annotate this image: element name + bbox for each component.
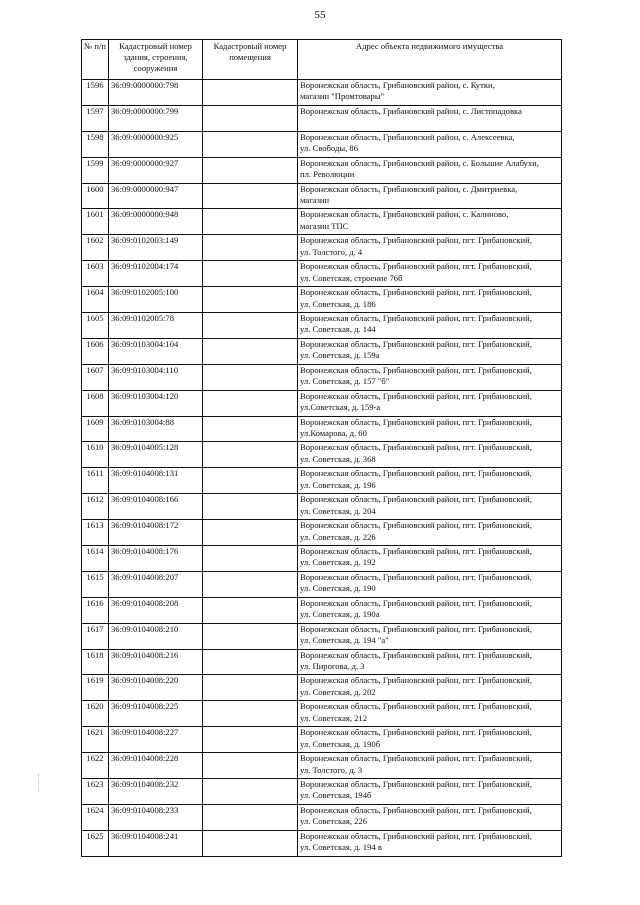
- address-line-1: Воронежская область, Грибановский район, с. Дмитриевка,: [300, 183, 518, 194]
- building-cadastral-number: 36:09:0102004:174: [109, 261, 203, 287]
- row-number: 1618: [82, 649, 109, 675]
- row-number: 1613: [82, 520, 109, 546]
- room-cadastral-number: [203, 779, 298, 805]
- table-row: [82, 338, 562, 364]
- building-cadastral-number: 36:09:0104008:210: [109, 623, 203, 649]
- building-cadastral-number: 36:09:0103004:110: [109, 364, 203, 390]
- address-line-2: ул. Свободы, 86: [300, 143, 358, 154]
- building-cadastral-number: 36:09:0103004:88: [109, 416, 203, 442]
- building-cadastral-number: 36:09:0000000:925: [109, 131, 203, 157]
- address-line-2: ул. Советская, д. 226: [300, 531, 376, 542]
- address-line-1: Воронежская область, Грибановский район, пгт. Грибановский,: [300, 779, 532, 790]
- property-address: [298, 313, 562, 339]
- address-line-1: Воронежская область, Грибановский район, пгт. Грибановский,: [300, 727, 532, 738]
- building-cadastral-number: 36:09:0104008:166: [109, 494, 203, 520]
- room-cadastral-number: [203, 157, 298, 183]
- property-address: [298, 546, 562, 572]
- address-line-1: Воронежская область, Грибановский район, пгт. Грибановский,: [300, 546, 532, 557]
- property-address: [298, 338, 562, 364]
- table-row: [82, 442, 562, 468]
- table-row: [82, 157, 562, 183]
- address-line-1: Воронежская область, Грибановский район, пгт. Грибановский,: [300, 313, 532, 324]
- row-number: 1615: [82, 571, 109, 597]
- table-row: [82, 287, 562, 313]
- address-line-1: Воронежская область, Грибановский район, пгт. Грибановский,: [300, 390, 532, 401]
- row-number: 1600: [82, 183, 109, 209]
- table-row: [82, 468, 562, 494]
- address-line-1: Воронежская область, Грибановский район, с. Калиново,: [300, 209, 509, 220]
- room-cadastral-number: [203, 131, 298, 157]
- property-address: [298, 804, 562, 830]
- address-line-2: ул. Пирогова, д. 3: [300, 661, 365, 671]
- room-cadastral-number: [203, 571, 298, 597]
- row-number: 1619: [82, 675, 109, 701]
- row-number: 1604: [82, 287, 109, 313]
- row-number: 1622: [82, 753, 109, 779]
- address-line-2: ул. Советская, д. 192: [300, 557, 376, 568]
- building-cadastral-number: 36:09:0104008:208: [109, 597, 203, 623]
- table-row: [82, 235, 562, 261]
- room-cadastral-number: [203, 338, 298, 364]
- room-cadastral-number: [203, 468, 298, 494]
- property-registry-table: [81, 39, 562, 857]
- room-cadastral-number: [203, 623, 298, 649]
- row-number: 1621: [82, 727, 109, 753]
- address-line-1: Воронежская область, Грибановский район, пгт. Грибановский,: [300, 623, 532, 634]
- room-cadastral-number: [203, 830, 298, 856]
- row-number: 1603: [82, 261, 109, 287]
- address-line-2: ул. Толстого, д. 3: [300, 764, 363, 775]
- table-row: [82, 209, 562, 235]
- room-cadastral-number: [203, 235, 298, 261]
- room-cadastral-number: [203, 675, 298, 701]
- table-row: [82, 779, 562, 805]
- table-row: [82, 105, 562, 131]
- row-number: 1601: [82, 209, 109, 235]
- room-cadastral-number: [203, 209, 298, 235]
- address-line-2: ул. Советская, д. 202: [300, 686, 376, 697]
- address-line-2: ул. Советская, 194б: [300, 790, 372, 801]
- address-line-2: ул. Советская, д. 196: [300, 479, 376, 490]
- property-address: [298, 753, 562, 779]
- property-address: [298, 442, 562, 468]
- building-cadastral-number: 36:09:0102003:149: [109, 235, 203, 261]
- address-line-1: Воронежская область, Грибановский район, пгт. Грибановский,: [300, 804, 532, 815]
- room-cadastral-number: [203, 804, 298, 830]
- property-address: [298, 364, 562, 390]
- building-cadastral-number: 36:09:0104008:227: [109, 727, 203, 753]
- room-cadastral-number: [203, 390, 298, 416]
- address-line-2: ул. Советская, д. 190б: [300, 738, 381, 749]
- table-row: [82, 261, 562, 287]
- property-address: [298, 390, 562, 416]
- table-body: [82, 80, 562, 857]
- room-cadastral-number: [203, 520, 298, 546]
- property-address: [298, 209, 562, 235]
- building-cadastral-number: 36:09:0104008:207: [109, 571, 203, 597]
- room-cadastral-number: [203, 313, 298, 339]
- row-number: 1620: [82, 701, 109, 727]
- row-number: 1614: [82, 546, 109, 572]
- page-number: 55: [314, 9, 326, 21]
- property-address: [298, 261, 562, 287]
- address-line-1: Воронежская область, Грибановский район, пгт. Грибановский,: [300, 830, 532, 841]
- building-cadastral-number: 36:09:0000000:948: [109, 209, 203, 235]
- table-row: [82, 416, 562, 442]
- address-line-1: Воронежская область, Грибановский район, пгт. Грибановский,: [300, 753, 532, 764]
- building-cadastral-number: 36:09:0104005:128: [109, 442, 203, 468]
- row-number: 1617: [82, 623, 109, 649]
- address-line-2: ул. Советская, д. 194 в: [300, 842, 382, 853]
- property-address: [298, 287, 562, 313]
- room-cadastral-number: [203, 753, 298, 779]
- property-address: [298, 727, 562, 753]
- table-header-row: [82, 40, 562, 80]
- address-line-2: ул. Советская, д. 157 "б": [300, 376, 390, 387]
- address-line-2: ул. Советская, д. 204: [300, 505, 376, 516]
- address-line-2: ул. Толстого, д. 4: [300, 246, 363, 257]
- table-row: [82, 546, 562, 572]
- property-address: [298, 649, 562, 675]
- address-line-2: ул. Советская, д. 186: [300, 298, 376, 309]
- table-row: [82, 183, 562, 209]
- row-number: 1616: [82, 597, 109, 623]
- row-number: 1607: [82, 364, 109, 390]
- address-line-1: Воронежская область, Грибановский район, с. Кутки,: [300, 80, 495, 90]
- property-address: [298, 235, 562, 261]
- room-cadastral-number: [203, 701, 298, 727]
- address-line-1: Воронежская область, Грибановский район, с. Большие Алабухи,: [300, 157, 539, 168]
- building-cadastral-number: 36:09:0104008:241: [109, 830, 203, 856]
- property-address: [298, 468, 562, 494]
- building-cadastral-number: 36:09:0104008:172: [109, 520, 203, 546]
- property-address: [298, 157, 562, 183]
- address-line-1: Воронежская область, Грибановский район, пгт. Грибановский,: [300, 649, 532, 660]
- row-number: 1610: [82, 442, 109, 468]
- room-cadastral-number: [203, 364, 298, 390]
- building-cadastral-number: 36:09:0104008:228: [109, 753, 203, 779]
- building-cadastral-number: 36:09:0000000:927: [109, 157, 203, 183]
- row-number: 1596: [82, 80, 109, 106]
- address-line-1: Воронежская область, Грибановский район, пгт. Грибановский,: [300, 442, 532, 453]
- building-cadastral-number: 36:09:0104008:131: [109, 468, 203, 494]
- row-number: 1606: [82, 338, 109, 364]
- building-cadastral-number: 36:09:0000000:798: [109, 80, 203, 106]
- address-line-2: ул.Комарова, д. 60: [300, 427, 367, 438]
- address-line-2: пл. Революции: [300, 169, 355, 180]
- building-cadastral-number: 36:09:0104008:232: [109, 779, 203, 805]
- row-number: 1597: [82, 105, 109, 131]
- address-line-2: ул. Советская, 226: [300, 816, 368, 827]
- address-line-1: Воронежская область, Грибановский район, с. Алексеевка,: [300, 131, 515, 142]
- room-cadastral-number: [203, 183, 298, 209]
- row-number: 1598: [82, 131, 109, 157]
- property-address: [298, 416, 562, 442]
- building-cadastral-number: 36:09:0104008:176: [109, 546, 203, 572]
- address-line-2: ул. Советская, д. 144: [300, 324, 376, 335]
- address-line-1: Воронежская область, Грибановский район, с. Листопадовка: [300, 105, 522, 116]
- table-row: [82, 80, 562, 106]
- address-line-1: Воронежская область, Грибановский район, пгт. Грибановский,: [300, 701, 532, 712]
- address-line-2: магазин "Промтовары": [300, 91, 385, 102]
- address-line-2: ул. Советская, д. 190а: [300, 609, 380, 620]
- address-line-1: Воронежская область, Грибановский район, пгт. Грибановский,: [300, 468, 532, 479]
- room-cadastral-number: [203, 80, 298, 106]
- table-row: [82, 701, 562, 727]
- address-line-2: ул. Советская, строение 76б: [300, 272, 403, 283]
- table-row: [82, 571, 562, 597]
- property-address: [298, 520, 562, 546]
- property-address: [298, 131, 562, 157]
- table-row: [82, 623, 562, 649]
- header-address: Адрес объекта недвижимого имущества: [298, 40, 562, 80]
- table-row: [82, 494, 562, 520]
- address-line-2: ул. Советская, д. 159а: [300, 350, 380, 361]
- property-address: [298, 701, 562, 727]
- property-address: [298, 597, 562, 623]
- address-line-2: ул. Советская, д. 194 "а": [300, 635, 389, 646]
- address-line-1: Воронежская область, Грибановский район, пгт. Грибановский,: [300, 235, 532, 246]
- building-cadastral-number: 36:09:0000000:799: [109, 105, 203, 131]
- header-row-number: № п/п: [82, 40, 109, 80]
- room-cadastral-number: [203, 649, 298, 675]
- property-address: [298, 105, 562, 131]
- address-line-1: Воронежская область, Грибановский район, пгт. Грибановский,: [300, 675, 532, 686]
- address-line-1: Воронежская область, Грибановский район, пгт. Грибановский,: [300, 287, 532, 298]
- header-room-cadastral: Кадастровый номер помещения: [203, 40, 298, 80]
- property-address: [298, 80, 562, 106]
- building-cadastral-number: 36:09:0000000:947: [109, 183, 203, 209]
- row-number: 1605: [82, 313, 109, 339]
- table-row: [82, 804, 562, 830]
- address-line-1: Воронежская область, Грибановский район, пгт. Грибановский,: [300, 571, 532, 582]
- table-row: [82, 830, 562, 856]
- table-row: [82, 649, 562, 675]
- property-address: [298, 494, 562, 520]
- row-number: 1623: [82, 779, 109, 805]
- building-cadastral-number: 36:09:0104008:216: [109, 649, 203, 675]
- row-number: 1608: [82, 390, 109, 416]
- address-line-1: Воронежская область, Грибановский район, пгт. Грибановский,: [300, 261, 532, 272]
- address-line-1: Воронежская область, Грибановский район, пгт. Грибановский,: [300, 597, 532, 608]
- row-number: 1602: [82, 235, 109, 261]
- scan-margin-mark: [38, 774, 40, 792]
- row-number: 1611: [82, 468, 109, 494]
- building-cadastral-number: 36:09:0104008:220: [109, 675, 203, 701]
- address-line-2: ул. Советская, д. 190: [300, 583, 376, 594]
- property-address: [298, 571, 562, 597]
- room-cadastral-number: [203, 442, 298, 468]
- room-cadastral-number: [203, 727, 298, 753]
- address-line-2: магазин: [300, 194, 330, 205]
- address-line-2: магазин ТПС: [300, 220, 349, 231]
- property-address: [298, 830, 562, 856]
- address-line-1: Воронежская область, Грибановский район, пгт. Грибановский,: [300, 494, 532, 505]
- table-row: [82, 131, 562, 157]
- building-cadastral-number: 36:09:0104008:225: [109, 701, 203, 727]
- address-line-2: ул.Советская, д. 159-а: [300, 402, 381, 413]
- address-line-1: Воронежская область, Грибановский район, пгт. Грибановский,: [300, 520, 532, 531]
- row-number: 1609: [82, 416, 109, 442]
- building-cadastral-number: 36:09:0104008:233: [109, 804, 203, 830]
- property-address: [298, 183, 562, 209]
- table-row: [82, 675, 562, 701]
- property-address: [298, 623, 562, 649]
- address-line-2: ул. Советская, д. 368: [300, 453, 376, 464]
- header-building-cadastral: Кадастровый номер здания, строения, сооружения: [109, 40, 203, 80]
- property-address: [298, 779, 562, 805]
- room-cadastral-number: [203, 597, 298, 623]
- table-row: [82, 727, 562, 753]
- table-row: [82, 597, 562, 623]
- table-row: [82, 364, 562, 390]
- room-cadastral-number: [203, 546, 298, 572]
- property-address: [298, 675, 562, 701]
- table-row: [82, 390, 562, 416]
- table-row: [82, 520, 562, 546]
- address-line-2: ул. Советская, 212: [300, 712, 368, 723]
- room-cadastral-number: [203, 416, 298, 442]
- table-row: [82, 313, 562, 339]
- building-cadastral-number: 36:09:0102005:78: [109, 313, 203, 339]
- row-number: 1599: [82, 157, 109, 183]
- address-line-1: Воронежская область, Грибановский район, пгт. Грибановский,: [300, 338, 532, 349]
- building-cadastral-number: 36:09:0103004:104: [109, 338, 203, 364]
- building-cadastral-number: 36:09:0102005:100: [109, 287, 203, 313]
- room-cadastral-number: [203, 261, 298, 287]
- row-number: 1624: [82, 804, 109, 830]
- address-line-1: Воронежская область, Грибановский район, пгт. Грибановский,: [300, 364, 532, 375]
- row-number: 1625: [82, 830, 109, 856]
- row-number: 1612: [82, 494, 109, 520]
- table-row: [82, 753, 562, 779]
- address-line-1: Воронежская область, Грибановский район, пгт. Грибановский,: [300, 416, 532, 427]
- room-cadastral-number: [203, 494, 298, 520]
- room-cadastral-number: [203, 105, 298, 131]
- building-cadastral-number: 36:09:0103004:120: [109, 390, 203, 416]
- room-cadastral-number: [203, 287, 298, 313]
